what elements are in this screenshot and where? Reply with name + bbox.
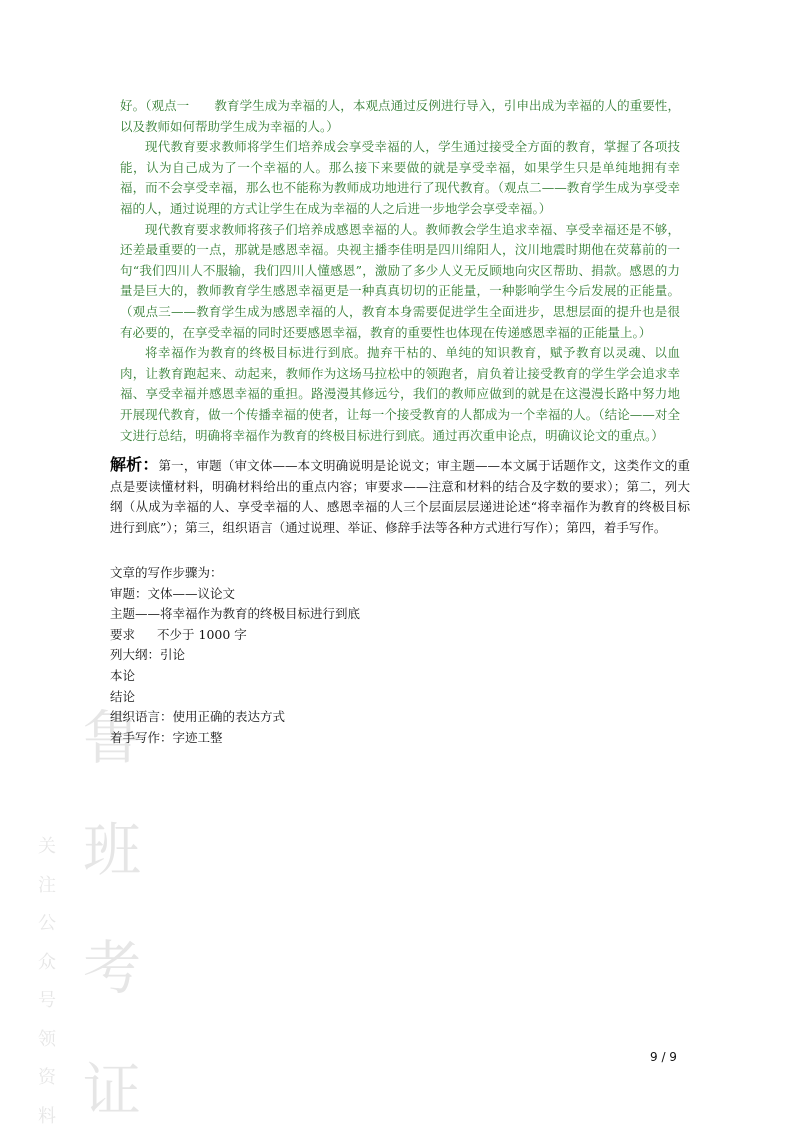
audit-label: 审题： bbox=[110, 585, 148, 601]
steps-audit bbox=[110, 584, 510, 605]
audit-value: 文体——议论文 bbox=[147, 585, 236, 601]
essay-paragraph: 将幸福作为教育的终极目标进行到底。抛弃干枯的、单纯的知识教育，赋予教育以灵魂、以血肉，让教育跑起来、动起来，教师作为这场马拉松中的领跑者，肩负着让接受教育的学生学会追求幸福、享受幸福并感恩幸福的重担。路漫漫其修远兮，我们的教师应做到的就是在这漫漫长路中努力地开展现代教育，做一个传播幸福的使者，让每一个接受教育的人都成为一个幸福的人。（结论——对全文进行总结，明确将幸福作为教育的终极目标进行到底。通过再次重申论点，明确议论文的重点。） bbox=[120, 345, 680, 443]
steps-language: 组织语言：使用正确的表达方式 bbox=[110, 709, 286, 725]
steps-outline bbox=[110, 645, 510, 666]
outline-item: 结论 bbox=[110, 688, 136, 704]
essay-paragraph: 现代教育要求教师将学生们培养成会享受幸福的人，学生通过接受全方面的教育，掌握了各项技能，认为自己成为了一个幸福的人。那么接下来要做的就是享受幸福，如果学生只是单纯地拥有幸福，而不会享受幸福，那么也不能称为教师成功地进行了现代教育。（观点二——教育学生成为享受幸福的人，通过说理的方式让学生在成为幸福的人之后进一步地学会享受幸福。） bbox=[120, 139, 680, 216]
watermark-char: 鲁 bbox=[82, 704, 141, 772]
req-label: 要求 bbox=[110, 626, 136, 642]
analysis-section bbox=[110, 455, 690, 538]
essay-paragraph: 现代教育要求教师将孩子们培养成感恩幸福的人。教师教会学生追求幸福、享受幸福还是不够，还差最重要的一点，那就是感恩幸福。央视主播李佳明是四川绵阳人，汶川地震时期他在荧幕前的一句“我们四川人不服输，我们四川人懂感恩”，激励了多少人义无反顾地向灾区帮助、捐款。感恩的力量是巨大的，教师教育学生感恩幸福更是一种真真切切的正能量，一种影响学生今后发展的正能量。（观点三——教育学生成为感恩幸福的人，教育本身需要促进学生全面进步，思想层面的提升也是很有必要的，在享受幸福的同时还要感恩幸福，教育的重要性也体现在传递感恩幸福的正能量上。） bbox=[120, 221, 680, 340]
outline-item: 引论 bbox=[160, 647, 186, 663]
steps-topic: 主题——将幸福作为教育的终极目标进行到底 bbox=[110, 606, 361, 622]
writing-steps bbox=[110, 563, 510, 748]
watermark-char: 证 bbox=[82, 1056, 141, 1124]
watermark-char: 班 bbox=[82, 816, 141, 884]
page-number: 9 / 9 bbox=[650, 1050, 677, 1064]
essay-paragraph: 好。（观点一 教育学生成为幸福的人，本观点通过反例进行导入，引申出成为幸福的人的重要性，以及教师如何帮助学生成为幸福的人。） bbox=[120, 98, 680, 134]
steps-requirement bbox=[110, 625, 510, 646]
analysis-text: 第一，审题（审文体——本文明确说明是论说文；审主题——本文属于话题作文，这类作文的重点是要读懂材料，明确材料给出的重点内容；审要求——注意和材料的结合及字数的要求）；第二，列大纲（从成为幸福的人、享受幸福的人、感恩幸福的人三个层面层层递进论述“将幸福作为教育的终极目标进行到底”）；第三，组织语言（通过说理、举证、修辞手法等各种方式进行写作）；第四，着手写作。 bbox=[110, 458, 690, 535]
watermark-vertical-text: 关注公众号领资料 bbox=[38, 836, 56, 1127]
essay-body bbox=[120, 96, 680, 446]
req-value: 不少于 1000 字 bbox=[157, 626, 247, 642]
outline-item: 本论 bbox=[110, 667, 136, 683]
watermark-char: 考 bbox=[82, 934, 141, 1002]
analysis-paragraph bbox=[110, 455, 690, 538]
steps-write: 着手写作：字迹工整 bbox=[110, 729, 223, 745]
outline-label: 列大纲： bbox=[110, 647, 161, 663]
analysis-label: 解析： bbox=[110, 455, 159, 474]
steps-intro: 文章的写作步骤为： bbox=[110, 565, 223, 580]
